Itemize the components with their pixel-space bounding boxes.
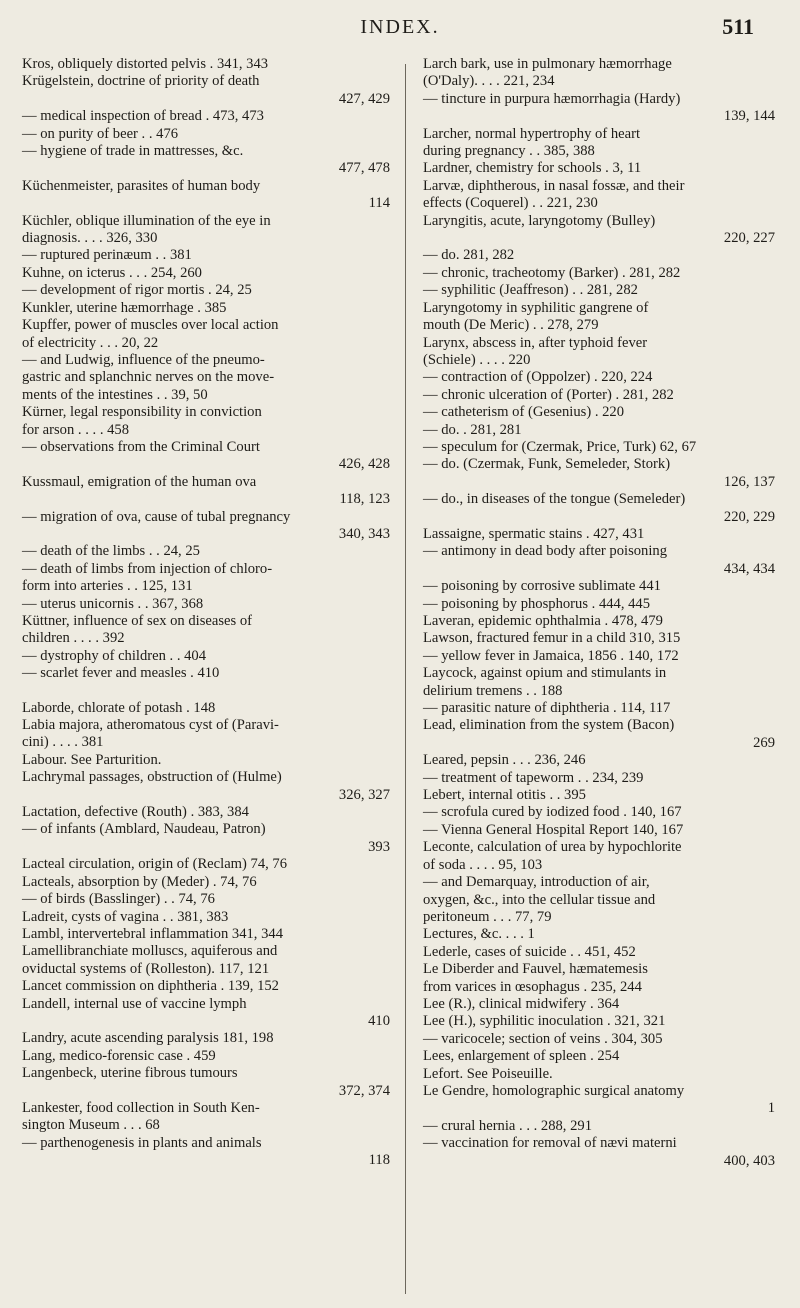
index-entry-line: — death of limbs from injection of chloro- bbox=[22, 560, 273, 577]
index-entry-line: Laycock, against opium and stimulants in bbox=[423, 665, 667, 682]
index-entry-line: cini) . . . . 381 bbox=[22, 734, 104, 751]
index-entry-line: form into arteries . . 125, 131 bbox=[22, 578, 193, 595]
index-entry-line: Lamellibranchiate molluscs, aquiferous and bbox=[22, 943, 278, 960]
index-entry-line: Küchenmeister, parasites of human body bbox=[22, 177, 261, 194]
index-entry-line: — scrofula cured by iodized food . 140, 167 bbox=[423, 804, 682, 821]
index-entry-line: Ladreit, cysts of vagina . . 381, 383 bbox=[22, 908, 229, 925]
index-column-left bbox=[22, 56, 390, 1170]
index-entry-line: oviductal systems of (Rolleston). 117, 121 bbox=[22, 960, 270, 977]
section-gap bbox=[22, 683, 390, 700]
index-entry-line: — observations from the Criminal Court bbox=[22, 438, 260, 455]
index-entry-line: during pregnancy . . 385, 388 bbox=[423, 143, 595, 160]
index-page-ref: 114 bbox=[368, 195, 390, 212]
index-page-ref: 220, 229 bbox=[723, 508, 775, 525]
index-entry-line: — death of the limbs . . 24, 25 bbox=[22, 543, 200, 560]
index-entry-line: Lachrymal passages, obstruction of (Hulme) bbox=[22, 769, 282, 786]
index-entry-line: gastric and splanchnic nerves on the move- bbox=[22, 369, 275, 386]
index-entry-line: children . . . . 392 bbox=[22, 630, 125, 647]
index-page-ref: 372, 374 bbox=[338, 1082, 390, 1099]
index-entry-line: — hygiene of trade in mattresses, &c. bbox=[22, 143, 244, 160]
index-entry-line: Leared, pepsin . . . 236, 246 bbox=[423, 752, 586, 769]
index-page-ref: 269 bbox=[753, 734, 775, 751]
index-entry-line: Lardner, chemistry for schools . 3, 11 bbox=[423, 160, 642, 177]
index-entry-line: Leconte, calculation of urea by hypochlorite bbox=[423, 839, 682, 856]
index-entry-line: Kros, obliquely distorted pelvis . 341, 343 bbox=[22, 56, 269, 72]
index-entry-line: Lebert, internal otitis . . 395 bbox=[423, 787, 586, 804]
index-entry-line: — parthenogenesis in plants and animals bbox=[22, 1134, 262, 1151]
index-entry-line: mouth (De Meric) . . 278, 279 bbox=[423, 317, 599, 334]
index-entry-line: — catheterism of (Gesenius) . 220 bbox=[423, 404, 625, 421]
index-entry-line: Laborde, chlorate of potash . 148 bbox=[22, 699, 216, 716]
page-number: 511 bbox=[722, 14, 754, 39]
index-entry-line: Lang, medico-forensic case . 459 bbox=[22, 1047, 216, 1064]
index-entry-line: Küchler, oblique illumination of the eye in bbox=[22, 212, 271, 229]
index-entry-line: oxygen, &c., into the cellular tissue and bbox=[423, 891, 656, 908]
index-entry-line: Krügelstein, doctrine of priority of death bbox=[22, 73, 260, 90]
index-entry-line: Langenbeck, uterine fibrous tumours bbox=[22, 1065, 238, 1082]
index-entry-line: ments of the intestines . . 39, 50 bbox=[22, 386, 208, 403]
index-entry-line: of electricity . . . 20, 22 bbox=[22, 334, 159, 351]
index-page-ref: 410 bbox=[368, 1012, 390, 1029]
index-entry-line: Lawson, fractured femur in a child 310, 315 bbox=[423, 630, 681, 647]
index-entry-line: sington Museum . . . 68 bbox=[22, 1117, 160, 1134]
index-page-ref: 326, 327 bbox=[338, 786, 390, 803]
index-entry-line: Lederle, cases of suicide . . 451, 452 bbox=[423, 943, 636, 960]
index-entry-line: — chronic, tracheotomy (Barker) . 281, 282 bbox=[423, 264, 681, 281]
index-column-right bbox=[423, 56, 775, 1170]
index-page-ref: 434, 434 bbox=[723, 560, 775, 577]
index-entry-line: Kussmaul, emigration of the human ova bbox=[22, 473, 257, 490]
index-entry-line: effects (Coquerel) . . 221, 230 bbox=[423, 195, 598, 212]
index-entry-line: for arson . . . . 458 bbox=[22, 421, 130, 438]
index-entry-line: of soda . . . . 95, 103 bbox=[423, 856, 543, 873]
index-entry-line: — Vienna General Hospital Report 140, 167 bbox=[423, 821, 684, 838]
index-entry-line: from varices in œsophagus . 235, 244 bbox=[423, 978, 642, 995]
index-entry-line: — syphilitic (Jeaffreson) . . 281, 282 bbox=[423, 282, 638, 299]
index-entry-line: Larch bark, use in pulmonary hæmorrhage bbox=[423, 56, 672, 72]
index-entry-line: — contraction of (Oppolzer) . 220, 224 bbox=[423, 369, 653, 386]
index-entry-line: — antimony in dead body after poisoning bbox=[423, 543, 667, 560]
index-entry-line: — vaccination for removal of nævi materni bbox=[423, 1135, 677, 1152]
index-page-ref: 126, 137 bbox=[723, 473, 775, 490]
page-header bbox=[0, 14, 800, 44]
index-entry-line: — do. . 281, 281 bbox=[423, 421, 522, 438]
index-entry-line: (Schiele) . . . . 220 bbox=[423, 351, 531, 368]
index-entry-line: — yellow fever in Jamaica, 1856 . 140, 172 bbox=[423, 647, 679, 664]
index-entry-line: — parasitic nature of diphtheria . 114, 117 bbox=[423, 700, 671, 717]
index-entry-line: Lee (H.), syphilitic inoculation . 321, 321 bbox=[423, 1013, 666, 1030]
index-entry-line: Le Diberder and Fauvel, hæmatemesis bbox=[423, 961, 648, 978]
index-entry-line: Larynx, abscess in, after typhoid fever bbox=[423, 334, 648, 351]
index-entry-line: — dystrophy of children . . 404 bbox=[22, 647, 207, 664]
index-entry-line: — poisoning by corrosive sublimate 441 bbox=[423, 578, 661, 595]
index-entry-line: diagnosis. . . . 326, 330 bbox=[22, 230, 158, 247]
index-page-ref: 477, 478 bbox=[338, 160, 390, 177]
index-page-ref: 220, 227 bbox=[723, 230, 775, 247]
index-entry-line: Kürner, legal responsibility in conviction bbox=[22, 404, 262, 421]
index-entry-line: — treatment of tapeworm . . 234, 239 bbox=[423, 769, 644, 786]
index-entry-line: — crural hernia . . . 288, 291 bbox=[423, 1117, 592, 1134]
index-entry-line: Laryngotomy in syphilitic gangrene of bbox=[423, 299, 649, 316]
index-entry-line: — speculum for (Czermak, Price, Turk) 62, 67 bbox=[423, 438, 697, 455]
index-entry-line: Landell, internal use of vaccine lymph bbox=[22, 995, 247, 1012]
index-entry-line: — do., in diseases of the tongue (Semeleder) bbox=[423, 491, 686, 508]
index-entry-line: Lancet commission on diphtheria . 139, 152 bbox=[22, 978, 279, 995]
index-entry-line: — scarlet fever and measles . 410 bbox=[22, 665, 220, 682]
page-title: INDEX. bbox=[360, 16, 440, 38]
index-entry-line: Landry, acute ascending paralysis 181, 198 bbox=[22, 1030, 274, 1047]
index-entry-line: — poisoning by phosphorus . 444, 445 bbox=[423, 595, 651, 612]
index-entry-line: Labia majora, atheromatous cyst of (Paravi- bbox=[22, 717, 279, 734]
index-entry-line: — chronic ulceration of (Porter) . 281, 282 bbox=[423, 386, 674, 403]
index-entry-line: — and Ludwig, influence of the pneumo- bbox=[22, 351, 265, 368]
index-entry-line: — migration of ova, cause of tubal pregnancy bbox=[22, 508, 291, 525]
index-entry-line: Laryngitis, acute, laryngotomy (Bulley) bbox=[423, 212, 656, 229]
index-entry-line: Kunkler, uterine hæmorrhage . 385 bbox=[22, 299, 227, 316]
index-entry-line: Küttner, influence of sex on diseases of bbox=[22, 613, 253, 629]
index-entry-line: — on purity of beer . . 476 bbox=[22, 125, 179, 142]
index-entry-line: Larvæ, diphtherous, in nasal fossæ, and their bbox=[423, 177, 685, 194]
index-page-ref: 1 bbox=[767, 1100, 775, 1117]
index-entry-line: — do. 281, 282 bbox=[423, 247, 515, 264]
index-entry-line: Kuhne, on icterus . . . 254, 260 bbox=[22, 264, 202, 281]
index-page-ref: 118, 123 bbox=[339, 491, 390, 508]
index-page-ref: 426, 428 bbox=[338, 456, 390, 473]
index-entry-line: delirium tremens . . 188 bbox=[423, 682, 563, 699]
index-entry-line: Lacteals, absorption by (Meder) . 74, 76 bbox=[22, 873, 257, 890]
index-entry-line: — do. (Czermak, Funk, Semeleder, Stork) bbox=[423, 456, 671, 473]
index-page-ref: 340, 343 bbox=[338, 525, 390, 542]
index-entry-line: — of birds (Basslinger) . . 74, 76 bbox=[22, 891, 215, 908]
index-entry-line: (O'Daly). . . . 221, 234 bbox=[423, 73, 555, 90]
index-entry-line: Kupffer, power of muscles over local action bbox=[22, 317, 279, 334]
index-page-ref: 393 bbox=[368, 838, 390, 855]
index-entry-line: Lacteal circulation, origin of (Reclam) 74, 76 bbox=[22, 856, 288, 873]
index-entry-line: Lectures, &c. . . . 1 bbox=[423, 926, 535, 943]
index-entry-line: — uterus unicornis . . 367, 368 bbox=[22, 595, 204, 612]
index-entry-line: Lambl, intervertebral inflammation 341, 344 bbox=[22, 925, 283, 942]
index-entry-line: — medical inspection of bread . 473, 473 bbox=[22, 108, 264, 125]
index-entry-line: — tincture in purpura hæmorrhagia (Hardy) bbox=[423, 90, 681, 107]
index-entry-line: Laveran, epidemic ophthalmia . 478, 479 bbox=[423, 613, 663, 629]
index-entry-line: Lactation, defective (Routh) . 383, 384 bbox=[22, 804, 249, 821]
index-entry-line: Lefort. See Poiseuille. bbox=[423, 1065, 553, 1082]
index-page-ref: 118 bbox=[368, 1152, 390, 1169]
index-entry-line: Le Gendre, homolographic surgical anatomy bbox=[423, 1082, 685, 1099]
index-page-ref: 139, 144 bbox=[723, 108, 775, 125]
index-entry-line: — varicocele; section of veins . 304, 305 bbox=[423, 1030, 663, 1047]
index-entry-line: Lees, enlargement of spleen . 254 bbox=[423, 1048, 620, 1065]
index-entry-line: — ruptured perinæum . . 381 bbox=[22, 247, 192, 264]
index-entry-line: Lankester, food collection in South Ken- bbox=[22, 1099, 260, 1116]
index-entry-line: Larcher, normal hypertrophy of heart bbox=[423, 125, 641, 142]
index-entry-line: — of infants (Amblard, Naudeau, Patron) bbox=[22, 821, 266, 838]
index-entry-line: Lead, elimination from the system (Bacon) bbox=[423, 717, 675, 734]
index-entry-line: peritoneum . . . 77, 79 bbox=[423, 908, 552, 925]
column-divider bbox=[405, 64, 406, 1294]
index-page-ref: 400, 403 bbox=[723, 1152, 775, 1169]
index-entry-line: — development of rigor mortis . 24, 25 bbox=[22, 282, 252, 299]
index-entry-line: Lassaigne, spermatic stains . 427, 431 bbox=[423, 525, 645, 542]
index-entry-line: — and Demarquay, introduction of air, bbox=[423, 874, 650, 891]
index-entry-line: Lee (R.), clinical midwifery . 364 bbox=[423, 995, 620, 1012]
index-page-ref: 427, 429 bbox=[338, 90, 390, 107]
index-entry-line: Labour. See Parturition. bbox=[22, 751, 162, 768]
